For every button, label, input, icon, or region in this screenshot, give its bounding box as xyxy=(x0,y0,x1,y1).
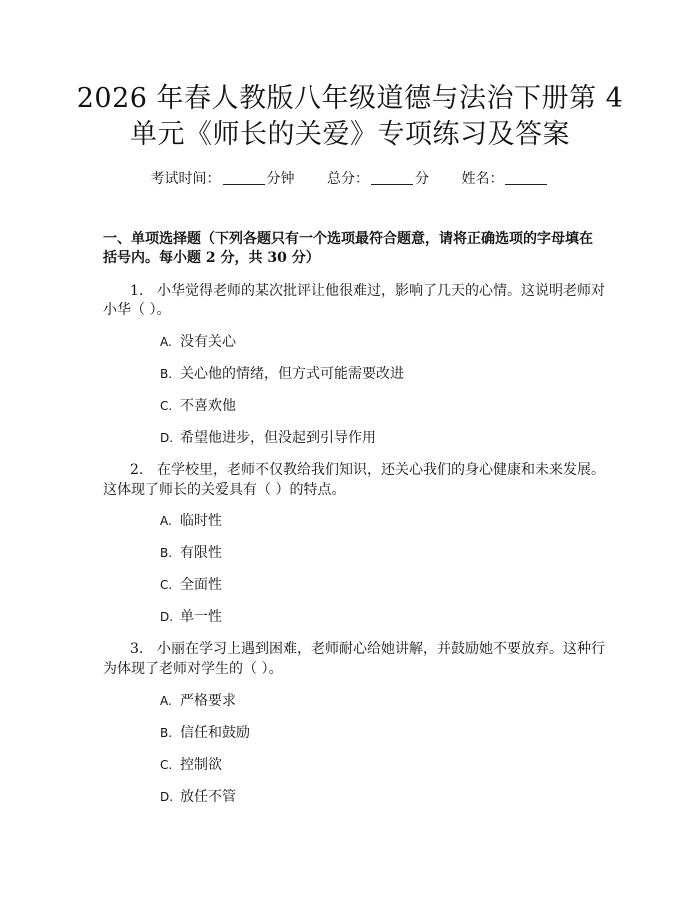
option-text: 临时性 xyxy=(180,513,222,529)
question-3-line-1 xyxy=(103,638,613,660)
option-text: 希望他进步，但没起到引导作用 xyxy=(180,430,376,446)
question-2-option-a xyxy=(160,510,222,532)
question-1-option-c xyxy=(160,395,236,417)
question-3-option-c xyxy=(160,754,222,776)
question-3-option-a xyxy=(160,690,236,712)
question-2-option-c xyxy=(160,574,222,596)
score-label: 总分： xyxy=(327,171,369,187)
exam-time-field xyxy=(151,171,295,187)
question-text: 小华觉得老师的某次批评让他很难过，影响了几天的心情。这说明老师对 xyxy=(157,283,605,299)
option-text: 单一性 xyxy=(180,609,222,625)
option-letter: C. xyxy=(160,758,173,772)
option-letter: B. xyxy=(160,726,173,740)
section-heading-line-2: 括号内。每小题 2 分，共 30 分） xyxy=(103,250,320,266)
name-blank xyxy=(505,170,547,185)
section-heading-line-1: 一、单项选择题（下列各题只有一个选项最符合题意，请将正确选项的字母填在 xyxy=(103,231,593,247)
question-number: 3. xyxy=(130,641,144,657)
question-number: 2. xyxy=(130,462,144,478)
option-letter: A. xyxy=(160,514,172,528)
option-letter: B. xyxy=(160,546,173,560)
question-1-option-b xyxy=(160,363,404,385)
option-letter: D. xyxy=(160,790,174,804)
option-letter: B. xyxy=(160,367,173,381)
option-letter: C. xyxy=(160,399,173,413)
exam-time-blank xyxy=(223,170,265,185)
question-3-option-b xyxy=(160,722,250,744)
option-letter: A. xyxy=(160,694,172,708)
question-1-option-a xyxy=(160,331,236,353)
option-text: 不喜欢他 xyxy=(180,398,236,414)
option-text: 放任不管 xyxy=(180,789,236,805)
option-letter: D. xyxy=(160,431,174,445)
question-3-line-2: 为体现了老师对学生的（ ）。 xyxy=(103,661,283,677)
question-1-line-2: 小华（ ）。 xyxy=(103,302,171,318)
question-2-line-2: 这体现了师长的关爱具有（ ）的特点。 xyxy=(103,482,346,498)
exam-time-label: 考试时间： xyxy=(150,171,221,187)
exam-time-unit: 分钟 xyxy=(266,171,295,187)
name-label: 姓名： xyxy=(461,171,504,187)
option-text: 关心他的情绪，但方式可能需要改进 xyxy=(180,366,404,382)
question-text: 在学校里，老师不仅教给我们知识，还关心我们的身心健康和未来发展。 xyxy=(157,462,605,478)
question-3-option-d xyxy=(160,786,236,808)
question-text: 小丽在学习上遇到困难，老师耐心给她讲解，并鼓励她不要放弃。这种行 xyxy=(157,641,605,657)
question-2-option-d xyxy=(160,606,222,628)
option-text: 全面性 xyxy=(180,577,222,593)
option-letter: D. xyxy=(160,610,174,624)
option-text: 控制欲 xyxy=(180,757,222,773)
option-letter: C. xyxy=(160,578,173,592)
option-text: 严格要求 xyxy=(180,693,236,709)
exam-info-row xyxy=(0,168,700,188)
question-1-option-d xyxy=(160,427,376,449)
question-2-option-b xyxy=(160,542,222,564)
name-field xyxy=(461,171,549,187)
option-text: 信任和鼓励 xyxy=(180,725,250,741)
option-text: 没有关心 xyxy=(180,334,236,350)
question-number: 1. xyxy=(130,283,144,299)
document-title-line-1: 2026 年春人教版八年级道德与法治下册第 4 xyxy=(76,83,624,114)
question-2-line-1 xyxy=(103,459,613,481)
document-title-line-2: 单元《师长的关爱》专项练习及答案 xyxy=(130,119,570,150)
score-blank xyxy=(371,170,413,185)
score-field xyxy=(327,171,429,187)
option-letter: A. xyxy=(160,335,172,349)
option-text: 有限性 xyxy=(180,545,222,561)
score-unit: 分 xyxy=(415,171,429,187)
